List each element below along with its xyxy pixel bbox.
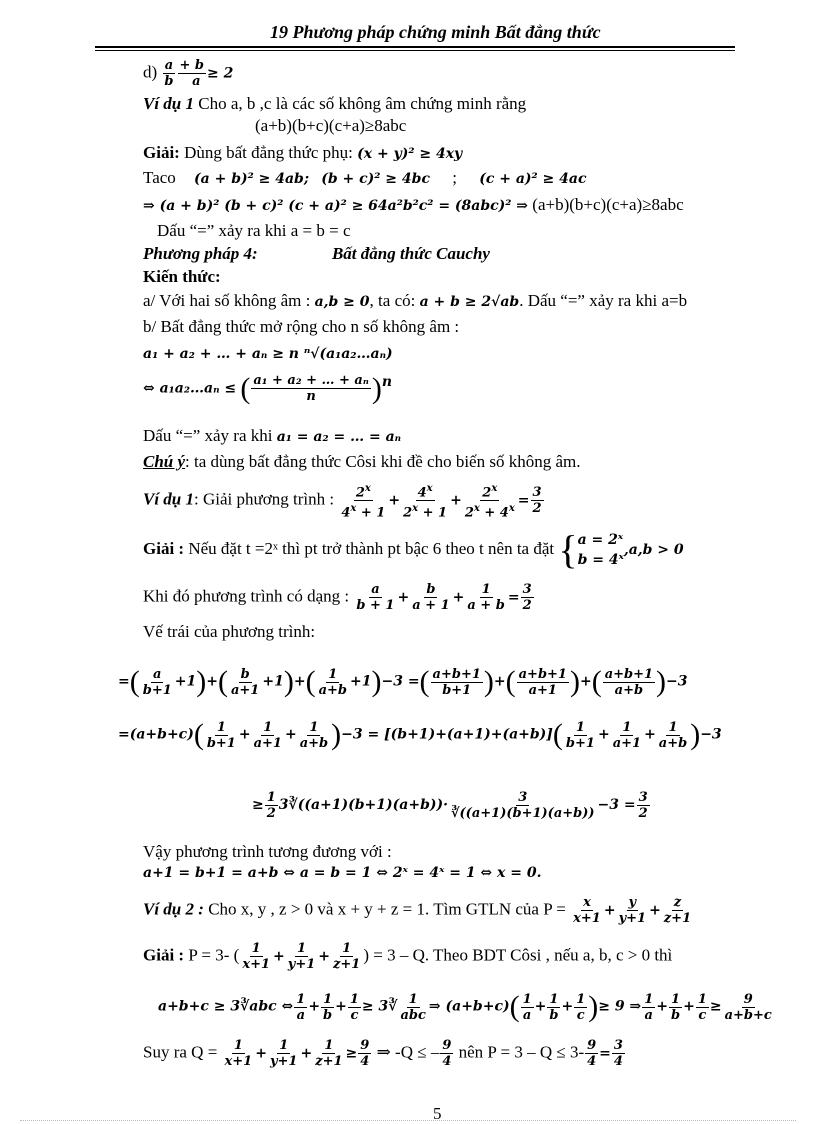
example1-solution xyxy=(143,143,462,164)
line-d: d) $\frac{a}{b}$ $\frac{+ b}{a}$ ≥ 2 xyxy=(143,58,234,89)
example1-statement xyxy=(143,94,526,114)
page-header-title: 19 Phương pháp chứng minh Bất đẳng thức xyxy=(270,22,601,42)
p-expression-start: P = 3- ( xyxy=(188,945,240,965)
system-b: b = 4ˣ xyxy=(577,552,624,568)
system-condition: ,a,b > 0 xyxy=(623,541,684,558)
mean-numerator: a₁ + a₂ + … + aₙ xyxy=(253,373,369,389)
example3-solution-label: Giải : xyxy=(143,945,185,965)
aux-inequality: (x + y)² ≥ 4xy xyxy=(357,146,463,162)
cauchy-two-text: a/ Với hai số không âm : xyxy=(143,291,311,310)
cosi-chain: a+b+c ≥ 3∛abc ⇔ $\frac{1}{a}$ + $\frac{1}{b}$ + $\frac{1}{c}$ ≥ 3∛ $\frac{1}{\text{abc}}$ ⇒ (a+b+c)( $\frac{1}{a}$ + $\frac{1}{b}$ + $\frac{1}{c}$ )≥ 9 ⇒ $\frac{1}{a}$ + $\frac{1}{b}$ + $\frac{1}{c}$ ≥ $\frac{9}{a+b+c}$ xyxy=(158,990,772,1023)
solution-text: Dùng bất đẳng thức phụ: xyxy=(184,143,353,162)
substitution-text: Nếu đặt t =2ˣ thì pt trở thành pt bậc 6 theo t nên ta đặt xyxy=(188,538,555,558)
max-example: Ví dụ 2 : Cho x, y , z > 0 và x + y + z = 1. Tìm GTLN của P = $\frac{x}{x+1}$ + $\frac{y}{y+1}$ + $\frac{z}{z+1}$ xyxy=(143,895,692,926)
frac-a-over-b: $\frac{a}{b}$ xyxy=(164,58,174,89)
ineq-bc: (b + c)² ≥ 4bc xyxy=(321,171,430,187)
ineq-ca: (c + a)² ≥ 4ac xyxy=(479,171,587,187)
method4-heading xyxy=(143,244,490,264)
cauchy-two-condition: a,b ≥ 0 xyxy=(314,294,370,310)
left-side-text: Vế trái của phương trình: xyxy=(143,622,316,641)
transform-line-3: ≥ $\frac{1}{2}$ 3∛((a+1)(b+1)(a+b))· $\frac{3}{∛((a+1)(b+1)(a+b))}$ −3 = $\frac{3}{2}$ xyxy=(252,790,648,821)
system-a: a = 2ˣ xyxy=(577,532,624,548)
reduced-text: Khi đó phương trình có dạng : xyxy=(143,586,350,606)
ineq-ab: (a + b)² ≥ 4ab; xyxy=(194,171,310,187)
taco-line xyxy=(143,168,587,189)
transform-line-1: =( $\frac{a}{b+1}$ +1)+( $\frac{b}{a+1}$ +1)+( $\frac{1}{a+b}$ +1)−3 =( $\frac{a+b+1}{b+1}$ )+( $\frac{a+b+1}{a+1}$ )+( $\frac{a+b+1}{a+b}$ )−3 xyxy=(118,665,688,698)
equality-formula: a₁ = a₂ = … = aₙ xyxy=(276,429,402,445)
cauchy-n-formula xyxy=(143,343,393,364)
cauchy-two-formula: a + b ≥ 2√ab xyxy=(419,294,520,310)
reduced-equation: Khi đó phương trình có dạng : $\frac{a}{b + 1}$ + $\frac{b}{a + 1}$ + $\frac{1}{a + b}$ = $\frac{3}{2}$ xyxy=(143,582,532,613)
mean-denominator: n xyxy=(306,389,316,405)
conclusion-text: Vậy phương trình tương đương với : xyxy=(143,842,392,861)
q-implication: ⇒ -Q ≤ – xyxy=(376,1042,440,1062)
cauchy-two-text2: , ta có: xyxy=(369,291,416,310)
p-bound-text: nên P = 3 – Q ≤ 3- xyxy=(458,1042,585,1062)
taco-text: Taco xyxy=(143,168,176,187)
equality-condition-n xyxy=(143,426,401,447)
cauchy-two-equality: . Dấu “=” xảy ra khi a=b xyxy=(519,291,688,310)
note-text: : ta dùng bất đẳng thức Côsi khi đề cho biến số không âm. xyxy=(185,452,581,471)
cauchy-n-text: b/ Bất đẳng thức mở rộng cho n số không âm : xyxy=(143,317,460,336)
cauchy-two-line xyxy=(143,291,687,312)
product-left: ⇔ a₁a₂…aₙ ≤ xyxy=(143,380,237,397)
transform-line-2: =(a+b+c)( $\frac{1}{b+1}$ + $\frac{1}{a+1}$ + $\frac{1}{a+b}$ )−3 = [(b+1)+(a+1)+(a+b)]( $\frac{1}{b+1}$ + $\frac{1}{a+1}$ + $\frac{1}{a+b}$ )−3 xyxy=(118,718,722,751)
equation-example: Ví dụ 1: Giải phương trình : $\frac{2^x}{4^x + 1}$ + $\frac{4^x}{2^x + 1}$ + $\frac{2^x}{2^x + 4^x}$ = $\frac{3}{2}$ xyxy=(143,483,542,521)
chain-line xyxy=(143,195,684,216)
separator: ; xyxy=(452,168,457,187)
substitution-line: Giải : Nếu đặt t =2ˣ thì pt trở thành pt bậc 6 theo t nên ta đặt { a = 2ˣ b = 4ˣ ,a,b > 0 xyxy=(143,527,684,572)
q-text: Suy ra Q = xyxy=(143,1042,218,1062)
method4-label: Phương pháp 4: xyxy=(143,244,258,263)
page-number: 5 xyxy=(433,1104,442,1123)
example3-text: Cho x, y , z > 0 và x + y + z = 1. Tìm GTLN của P = xyxy=(208,899,566,919)
solution-label: Giải: xyxy=(143,143,180,162)
knowledge-heading: Kiến thức: xyxy=(143,267,221,286)
page-bottom-divider xyxy=(20,1120,796,1121)
example1-inequality: (a+b)(b+c)(c+a)≥8abc xyxy=(255,116,407,135)
note-label: Chú ý xyxy=(143,452,186,471)
example2-text: : Giải phương trình : xyxy=(194,489,335,509)
line-d-label: d) xyxy=(143,62,158,82)
final-solution xyxy=(143,864,541,882)
example1-label: Ví dụ 1 xyxy=(143,94,195,113)
cauchy-n-product: ⇔ a₁a₂…aₙ ≤ ( $\frac{\text{a₁ + a₂ + … + aₙ}}{n}$ )$^n$ xyxy=(143,371,392,405)
equality-condition-1: Dấu “=” xảy ra khi a = b = c xyxy=(157,221,351,240)
final-formula: a+1 = b+1 = a+b ⇔ a = b = 1 ⇔ 2ˣ = 4ˣ = 1 ⇔ x = 0. xyxy=(143,865,542,881)
p-expression-end: ) = 3 – Q. Theo BDT Côsi , nếu a, b, c > 0 thì xyxy=(363,945,673,965)
example3-label: Ví dụ 2 : xyxy=(143,899,204,919)
substitution-system xyxy=(578,530,624,570)
chain-result: (a+b)(b+c)(c+a)≥8abc xyxy=(532,195,684,214)
cauchy-n-ineq: a₁ + a₂ + … + aₙ ≥ n ⁿ√(a₁a₂…aₙ) xyxy=(143,346,393,362)
chain-formula: ⇒ (a + b)² (b + c)² (c + a)² ≥ 64a²b²c² = (8abc)² ⇒ xyxy=(143,198,529,214)
note-line xyxy=(143,452,580,472)
header-rule-thin xyxy=(95,50,735,51)
example2-solution-label: Giải : xyxy=(143,538,185,558)
method4-title: Bất đẳng thức Cauchy xyxy=(331,244,490,263)
frac-b-over-a: $\frac{+ b}{a}$ xyxy=(179,58,205,89)
q-bound: Suy ra Q = $\frac{1}{x+1}$ + $\frac{1}{y+1}$ + $\frac{1}{z+1}$ ≥ $\frac{9}{4}$ ⇒ -Q ≤ – $\frac{9}{4}$ nên P = 3 – Q ≤ 3- $\frac{9}{4}$ = $\frac{3}{4}$ xyxy=(143,1038,623,1069)
example2-label: Ví dụ 1 xyxy=(143,489,195,509)
max-solution: Giải : P = 3- ( $\frac{1}{x+1}$ + $\frac{1}{y+1}$ + $\frac{1}{z+1}$ ) = 3 – Q. Theo BDT Côsi , nếu a, b, c > 0 thì xyxy=(143,941,673,972)
mean-fraction xyxy=(251,373,370,404)
header-rule-thick xyxy=(95,46,735,48)
example1-text: Cho a, b ,c là các số không âm chứng minh rằng xyxy=(198,94,527,113)
equality-text: Dấu “=” xảy ra khi xyxy=(143,426,273,445)
